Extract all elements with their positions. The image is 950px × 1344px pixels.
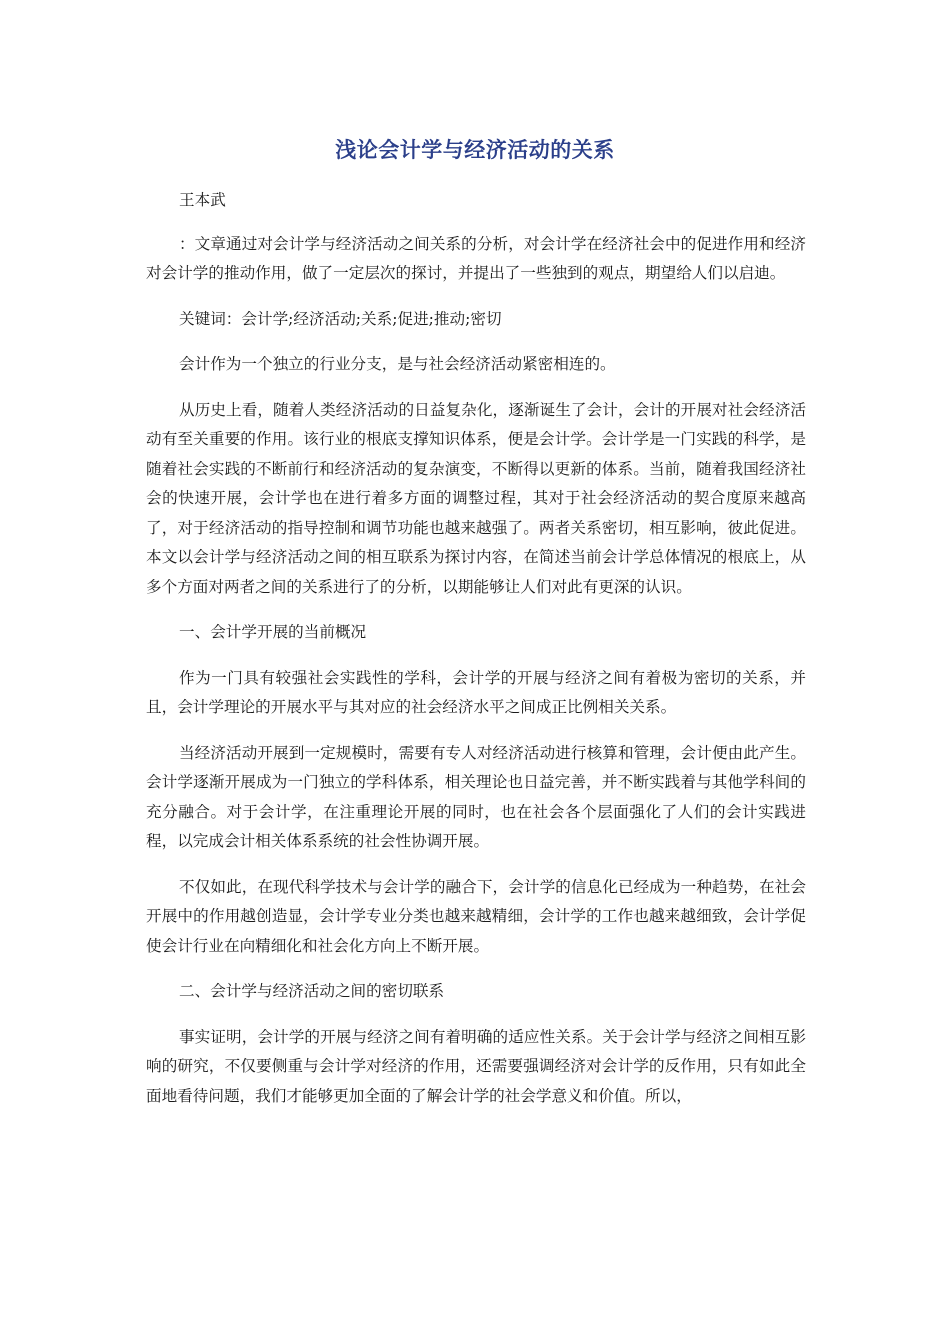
body-paragraph: 从历史上看，随着人类经济活动的日益复杂化，逐渐诞生了会计，会计的开展对社会经济活动有至关重要的作用。该行业的根底支撑知识体系，便是会计学。会计学是一门实践的科学，是随着社会实践的不断前行和经济活动的复杂演变，不断得以更新的体系。当前，随着我国经济社会的快速开展，会计学也在进行着多方面的调整过程，其对于社会经济活动的契合度原来越高了，对于经济活动的指导控制和调节功能也越来越强了。两者关系密切，相互影响，彼此促进。本文以会计学与经济活动之间的相互联系为探讨内容，在简述当前会计学总体情况的根底上，从多个方面对两者之间的关系进行了的分析，以期能够让人们对此有更深的认识。 <box>146 400 806 596</box>
abstract-paragraph: ：文章通过对会计学与经济活动之间关系的分析，对会计学在经济社会中的促进作用和经济对会计学的推动作用，做了一定层次的探讨，并提出了一些独到的观点，期望给人们以启迪。 <box>146 234 806 282</box>
body-paragraph: 作为一门具有较强社会实践性的学科，会计学的开展与经济之间有着极为密切的关系，并且，会计学理论的开展水平与其对应的社会经济水平之间成正比例相关关系。 <box>146 668 806 716</box>
author-name: 王本武 <box>179 191 226 209</box>
document-body <box>146 186 806 1111</box>
body-paragraph: 事实证明，会计学的开展与经济之间有着明确的适应性关系。关于会计学与经济之间相互影响的研究，不仅要侧重与会计学对经济的作用，还需要强调经济对会计学的反作用，只有如此全面地看待问题，我们才能够更加全面的了解会计学的社会学意义和价值。所以， <box>146 1027 806 1105</box>
section-heading: 一、会计学开展的当前概况 <box>179 623 367 641</box>
body-paragraph: 当经济活动开展到一定规模时，需要有专人对经济活动进行核算和管理，会计便由此产生。会计学逐渐开展成为一门独立的学科体系，相关理论也日益完善，并不断实践着与其他学科间的充分融合。对于会计学，在注重理论开展的同时，也在社会各个层面强化了人们的会计实践进程，以完成会计相关体系系统的社会性协调开展。 <box>146 743 806 850</box>
section-heading: 二、会计学与经济活动之间的密切联系 <box>179 982 445 1000</box>
body-paragraph: 会计作为一个独立的行业分支，是与社会经济活动紧密相连的。 <box>179 355 616 373</box>
keywords-line: 关键词：会计学;经济活动;关系;促进;推动;密切 <box>179 309 502 328</box>
document-title: 浅论会计学与经济活动的关系 <box>335 138 615 162</box>
body-paragraph: 不仅如此，在现代科学技术与会计学的融合下，会计学的信息化已经成为一种趋势，在社会开展中的作用越创造显，会计学专业分类也越来越精细，会计学的工作也越来越细致，会计学促使会计行业在向精细化和社会化方向上不断开展。 <box>146 877 806 955</box>
